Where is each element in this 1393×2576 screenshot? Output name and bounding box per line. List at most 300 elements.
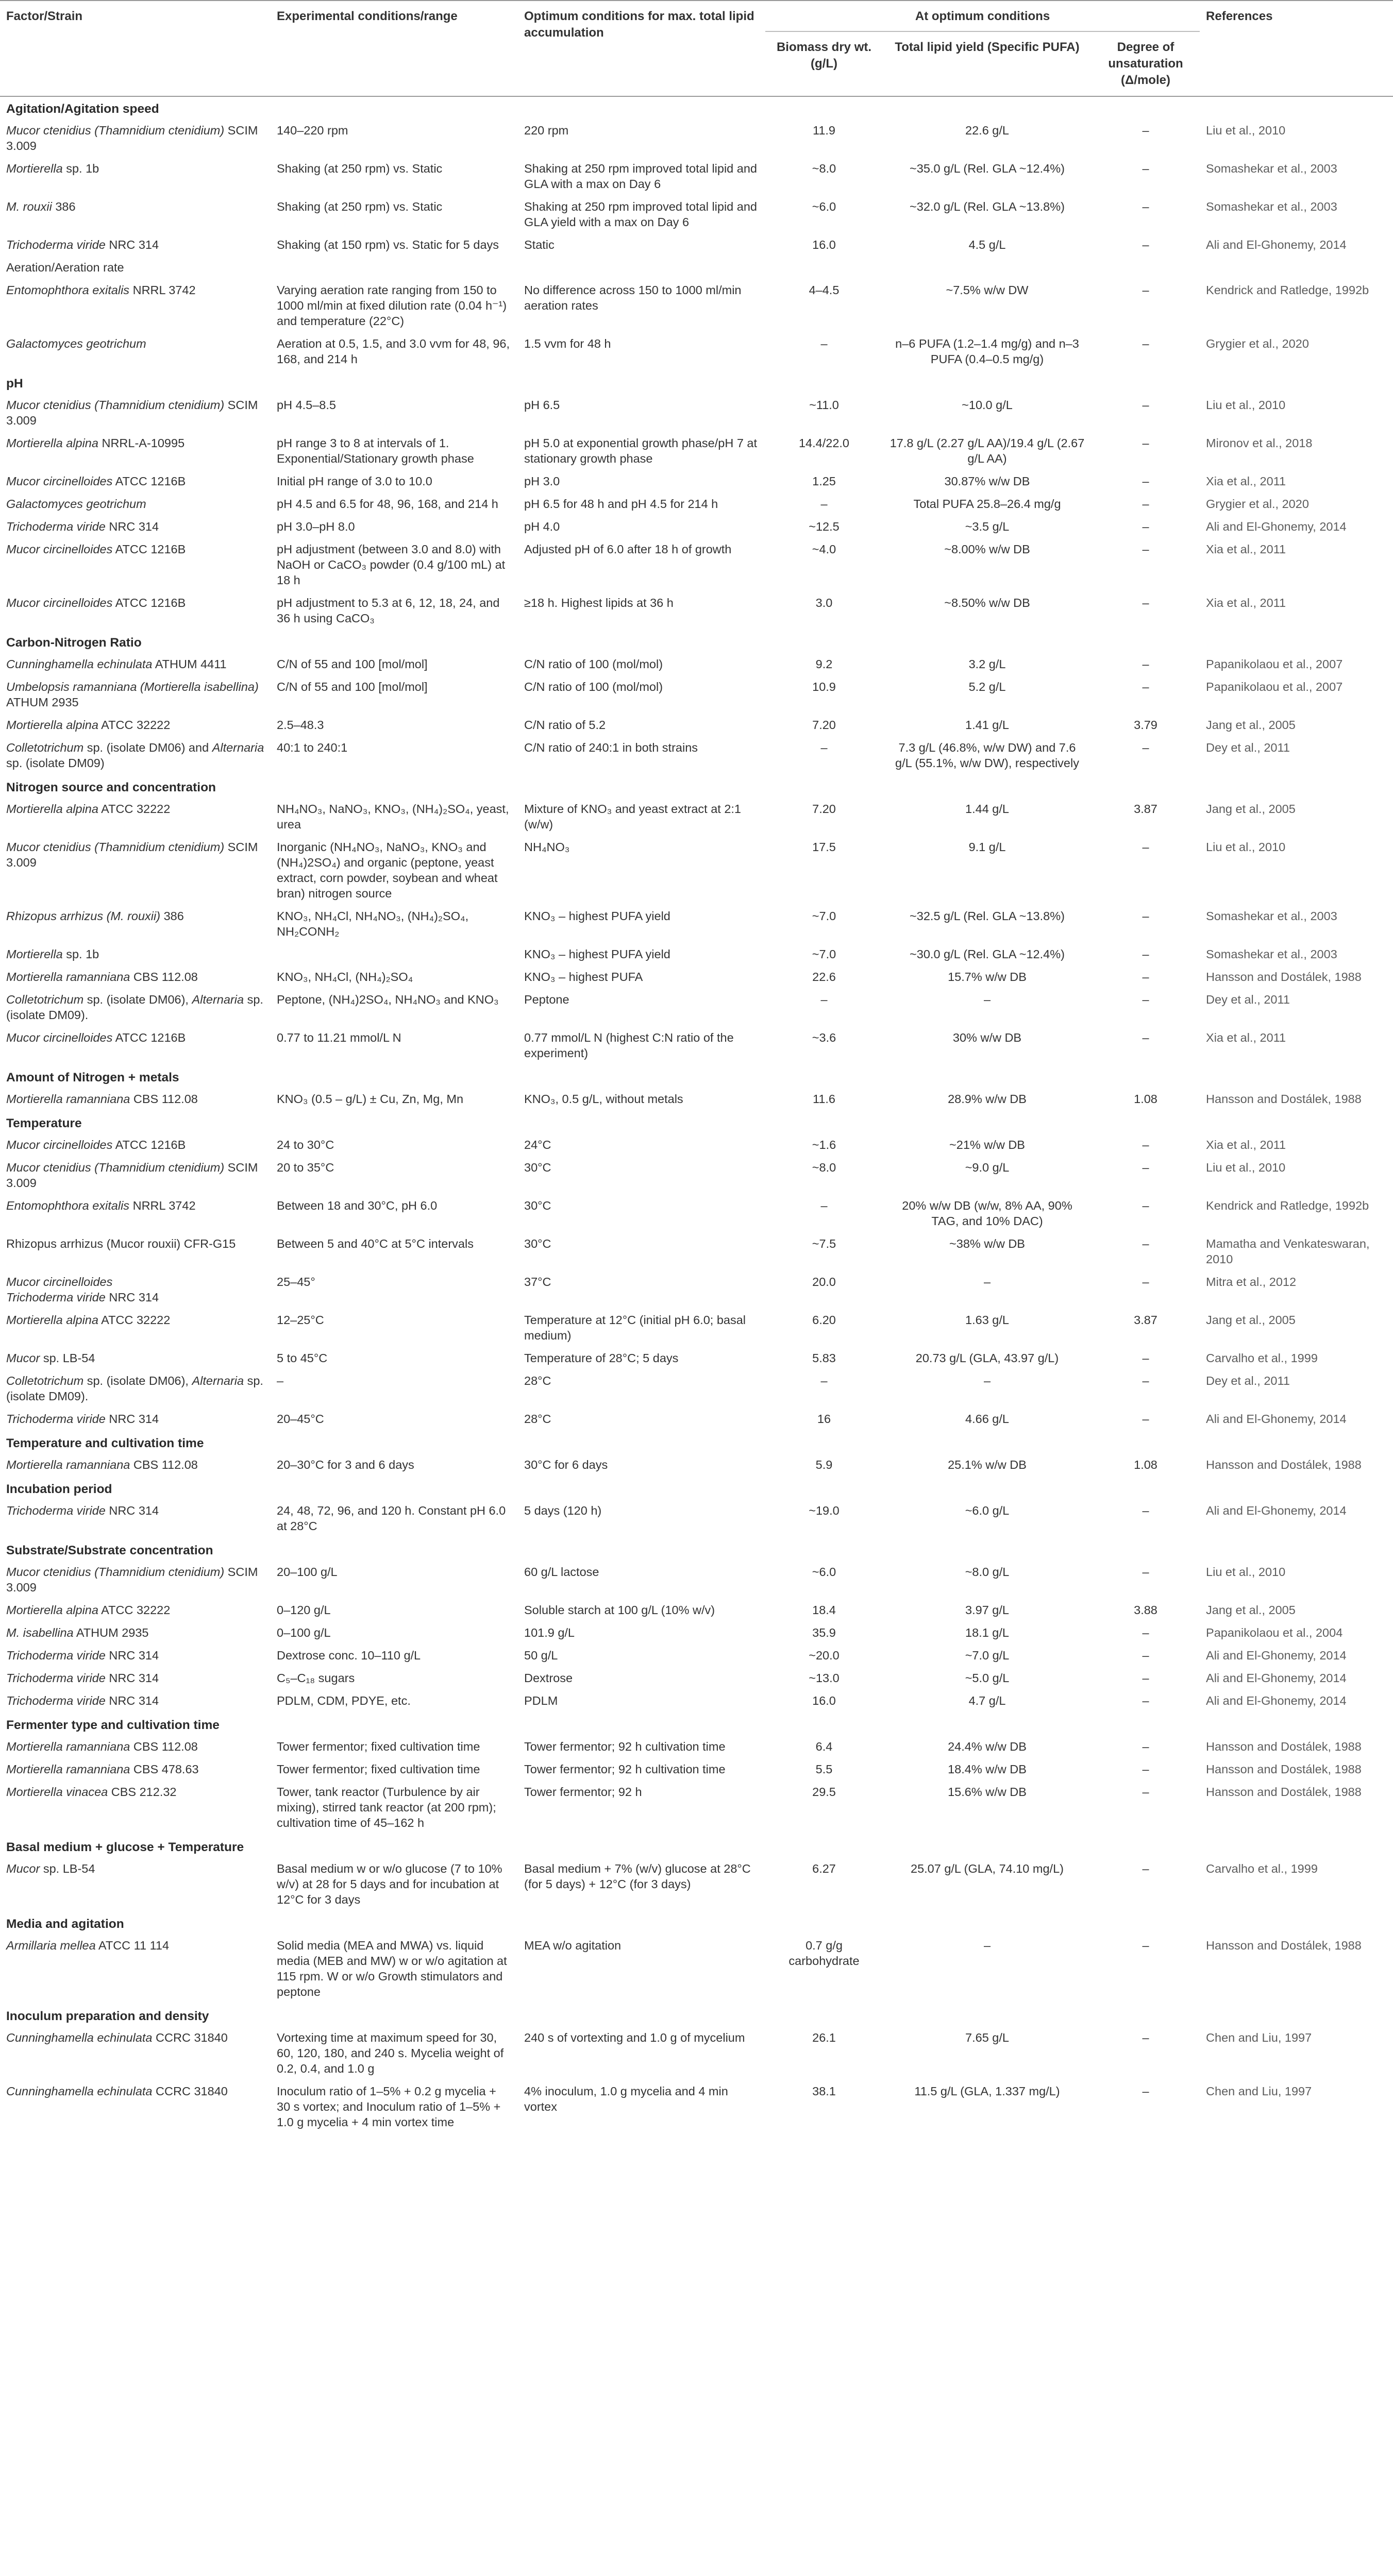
species-name: Umbelopsis ramanniana (Mortierella isabellina) (6, 680, 259, 693)
table-row (0, 837, 1393, 906)
biomass-cell: ~8.0 (812, 162, 836, 175)
table-row (0, 989, 1393, 1027)
strain-cell (0, 1089, 271, 1111)
strain-id: sp. 1b (62, 947, 99, 961)
species-name: Mucor circinelloides (6, 1031, 113, 1044)
lipid-yield-cell: 20% w/w DB (w/w, 8% AA, 90% TAG, and 10% DAC) (902, 1199, 1072, 1228)
degree-cell: 3.87 (1134, 1313, 1157, 1327)
species-name: Entomophthora exitalis (6, 283, 130, 297)
strain-cell (0, 1310, 271, 1348)
species-name: Mortierella alpina (6, 436, 98, 450)
degree-cell: – (1142, 1199, 1149, 1212)
species-name: Colletotrichum (6, 1374, 84, 1387)
lipid-yield-cell: 4.5 g/L (968, 238, 1006, 251)
reference-cell: Hansson and Dostálek, 1988 (1206, 1458, 1362, 1471)
table-row (0, 1272, 1393, 1310)
table-row (0, 1645, 1393, 1668)
optimum-cell: pH 6.5 (524, 398, 560, 412)
species-name: Mortierella ramanniana (6, 1762, 130, 1776)
biomass-cell: 7.20 (812, 718, 836, 732)
strain-cell (0, 1348, 271, 1370)
section-row (0, 1111, 1393, 1134)
species-name: Cunninghamella echinulata (6, 657, 153, 671)
strain-id: 386 (52, 200, 76, 213)
table-row (0, 1454, 1393, 1477)
strain-cell (0, 592, 271, 631)
experimental-cell: Vortexing time at maximum speed for 30, 60, 120, 180, and 240 s. Mycelia weight of 0.2, 0.4, and 1.0 g (277, 2031, 504, 2075)
table-row (0, 944, 1393, 967)
biomass-cell: 7.20 (812, 802, 836, 816)
reference-cell: Liu et al., 2010 (1206, 124, 1286, 137)
strain-id-2: sp. (isolate DM09). (6, 1374, 263, 1403)
table-row (0, 1310, 1393, 1348)
lipid-yield-cell: 5.2 g/L (968, 680, 1006, 693)
strain-cell (0, 737, 271, 775)
reference-cell: Ali and El-Ghonemy, 2014 (1206, 238, 1347, 251)
strain-cell (0, 654, 271, 676)
reference-cell: Xia et al., 2011 (1206, 596, 1286, 609)
lipid-yield-cell: ~32.0 g/L (Rel. GLA ~13.8%) (910, 200, 1065, 213)
experimental-cell: Tower fermentor; fixed cultivation time (277, 1740, 480, 1753)
experimental-cell: – (277, 1374, 284, 1387)
experimental-cell: Varying aeration rate ranging from 150 to 1000 ml/min at fixed dilution rate (0.04 h⁻¹) and temperature (22°C) (277, 283, 507, 328)
header-experimental-conditions: Experimental conditions/range (271, 1, 518, 96)
biomass-cell: ~12.5 (809, 520, 840, 533)
degree-cell: – (1142, 1031, 1149, 1044)
degree-cell: – (1142, 680, 1149, 693)
strain-cell (0, 1562, 271, 1600)
species-name-2: Alternaria (192, 1374, 244, 1387)
reference-cell: Jang et al., 2005 (1206, 1603, 1296, 1617)
strain-id: NRRL 3742 (129, 1199, 196, 1212)
optimum-cell: KNO₃ – highest PUFA (524, 970, 643, 984)
species-name: Mortierella alpina (6, 1603, 98, 1617)
section-heading: Substrate/Substrate concentration (6, 1544, 213, 1557)
header-degree-unsaturation: Degree of unsaturation (Δ/mole) (1092, 31, 1200, 96)
optimum-cell: 24°C (524, 1138, 551, 1151)
degree-cell: – (1142, 474, 1149, 488)
experimental-cell: C/N of 55 and 100 [mol/mol] (277, 657, 428, 671)
reference-cell: Somashekar et al., 2003 (1206, 200, 1337, 213)
strain-id: sp. LB-54 (40, 1351, 95, 1365)
reference-cell: Papanikolaou et al., 2007 (1206, 680, 1343, 693)
biomass-cell: 17.5 (812, 840, 836, 854)
lipid-yield-cell: 28.9% w/w DB (948, 1092, 1027, 1106)
optimum-cell: C/N ratio of 240:1 in both strains (524, 741, 698, 754)
reference-cell: Hansson and Dostálek, 1988 (1206, 1939, 1362, 1952)
degree-cell: – (1142, 1862, 1149, 1875)
biomass-cell: 3.0 (815, 596, 833, 609)
optimum-cell: Temperature of 28°C; 5 days (524, 1351, 679, 1365)
optimum-cell: Basal medium + 7% (w/v) glucose at 28°C (for 5 days) + 12°C (for 3 days) (524, 1862, 751, 1891)
species-name: Mucor ctenidius (Thamnidium ctenidium) (6, 1565, 225, 1579)
experimental-cell: pH 3.0–pH 8.0 (277, 520, 355, 533)
strain-id: ATCC 1216B (112, 474, 186, 488)
strain-cell (0, 1272, 271, 1310)
optimum-cell: Dextrose (524, 1671, 573, 1685)
experimental-cell: Aeration at 0.5, 1.5, and 3.0 vvm for 48, 96, 168, and 214 h (277, 337, 510, 366)
degree-cell: – (1142, 1694, 1149, 1707)
strain-cell (0, 280, 271, 333)
optimum-cell: pH 3.0 (524, 474, 560, 488)
strain-cell (0, 1233, 271, 1272)
strain-id: sp. (isolate DM06) and (83, 741, 212, 754)
optimum-cell: 30°C (524, 1161, 551, 1174)
lipid-yield-cell: 15.7% w/w DB (948, 970, 1027, 984)
strain-id: SCIM 3.009 (6, 840, 258, 869)
reference-cell: Kendrick and Ratledge, 1992b (1206, 1199, 1369, 1212)
degree-cell: – (1142, 337, 1149, 350)
lipid-yield-cell: 9.1 g/L (968, 840, 1006, 854)
degree-cell: – (1142, 1138, 1149, 1151)
reference-cell: Grygier et al., 2020 (1206, 497, 1309, 511)
reference-cell: Hansson and Dostálek, 1988 (1206, 1092, 1362, 1106)
lipid-yield-cell: ~5.0 g/L (965, 1671, 1010, 1685)
lipid-yield-cell: ~3.5 g/L (965, 520, 1010, 533)
table-row (0, 1600, 1393, 1622)
optimum-cell: Shaking at 250 rpm improved total lipid and GLA with a max on Day 6 (524, 162, 757, 191)
degree-cell: – (1142, 947, 1149, 961)
lipid-yield-cell: 24.4% w/w DB (948, 1740, 1027, 1753)
section-row (0, 1477, 1393, 1500)
degree-cell: – (1142, 436, 1149, 450)
strain-cell (0, 715, 271, 737)
species-name: Trichoderma viride (6, 520, 106, 533)
biomass-cell: – (820, 993, 828, 1006)
strain-id: CBS 112.08 (130, 970, 198, 984)
reference-cell: Mironov et al., 2018 (1206, 436, 1313, 450)
experimental-cell: C₅–C₁₈ sugars (277, 1671, 355, 1685)
strain-id: sp. LB-54 (40, 1862, 95, 1875)
lipid-yield-cell: ~32.5 g/L (Rel. GLA ~13.8%) (910, 909, 1065, 923)
reference-cell: Dey et al., 2011 (1206, 1374, 1290, 1387)
lipid-yield-cell: 25.1% w/w DB (948, 1458, 1027, 1471)
section-row (0, 1065, 1393, 1089)
strain-id: NRC 314 (105, 238, 159, 251)
section-heading: Amount of Nitrogen + metals (6, 1071, 179, 1084)
reference-cell: Jang et al., 2005 (1206, 1313, 1296, 1327)
degree-cell: – (1142, 970, 1149, 984)
strain-id: 386 (160, 909, 184, 923)
optimum-cell: KNO₃ – highest PUFA yield (524, 947, 670, 961)
lipid-yield-cell: 7.3 g/L (46.8%, w/w DW) and 7.6 g/L (55.1%, w/w DW), respectively (895, 741, 1079, 770)
strain-cell (0, 120, 271, 158)
lipid-yield-cell: ~10.0 g/L (962, 398, 1013, 412)
experimental-cell: Tower fermentor; fixed cultivation time (277, 1762, 480, 1776)
table-row (0, 516, 1393, 539)
experimental-cell: 0.77 to 11.21 mmol/L N (277, 1031, 401, 1044)
biomass-cell: 16.0 (812, 238, 836, 251)
reference-cell: Somashekar et al., 2003 (1206, 162, 1337, 175)
degree-cell: – (1142, 2031, 1149, 2044)
species-name: Mortierella ramanniana (6, 970, 130, 984)
biomass-cell: ~13.0 (809, 1671, 840, 1685)
species-name: Trichoderma viride (6, 1694, 106, 1707)
section-row (0, 371, 1393, 395)
table-header (0, 1, 1393, 96)
species-name: Mortierella (6, 947, 63, 961)
strain-cell (0, 1858, 271, 1912)
reference-cell: Xia et al., 2011 (1206, 1031, 1286, 1044)
lipid-yield-cell: 30% w/w DB (952, 1031, 1022, 1044)
experimental-cell: Solid media (MEA and MWA) vs. liquid media (MEB and MW) w or w/o agitation at 115 rpm. W or w/o Growth stimulators and peptone (277, 1939, 507, 1998)
strain-cell (0, 1668, 271, 1690)
optimum-cell: 101.9 g/L (524, 1626, 575, 1639)
species-name: Trichoderma viride (6, 238, 106, 251)
strain-id: NRRL-A-10995 (98, 436, 185, 450)
reference-cell: Liu et al., 2010 (1206, 1565, 1286, 1579)
species-name: Mucor (6, 1862, 40, 1875)
table-row (0, 1157, 1393, 1195)
experimental-cell: pH range 3 to 8 at intervals of 1. Exponential/Stationary growth phase (277, 436, 474, 465)
section-row (0, 1713, 1393, 1736)
strain-cell (0, 799, 271, 837)
species-name: Rhizopus arrhizus (M. rouxii) (6, 909, 161, 923)
section-heading: Carbon-Nitrogen Ratio (6, 636, 142, 650)
experimental-cell: NH₄NO₃, NaNO₃, KNO₃, (NH₄)₂SO₄, yeast, urea (277, 802, 509, 831)
subsection-row (0, 257, 1393, 280)
experimental-cell: Inorganic (NH₄NO₃, NaNO₃, KNO₃ and (NH₄)2SO₄) and organic (peptone, yeast extract, corn powder, soybean and wheat bran) nitrogen source (277, 840, 498, 900)
table-row (0, 1348, 1393, 1370)
biomass-cell: 5.83 (812, 1351, 836, 1365)
biomass-cell: ~19.0 (809, 1504, 840, 1517)
biomass-cell: 9.2 (815, 657, 833, 671)
table-row (0, 333, 1393, 371)
biomass-cell: 11.9 (813, 124, 835, 137)
strain-cell (0, 1759, 271, 1782)
reference-cell: Liu et al., 2010 (1206, 1161, 1286, 1174)
degree-cell: – (1142, 1649, 1149, 1662)
strain-id: ATHUM 2935 (6, 696, 79, 709)
strain-cell (0, 471, 271, 494)
optimum-cell: Peptone (524, 993, 569, 1006)
table-row (0, 1935, 1393, 2004)
strain-cell (0, 837, 271, 906)
experimental-cell: Initial pH range of 3.0 to 10.0 (277, 474, 432, 488)
table-row (0, 234, 1393, 257)
optimum-cell: Static (524, 238, 555, 251)
experimental-cell: pH adjustment to 5.3 at 6, 12, 18, 24, and 36 h using CaCO₃ (277, 596, 500, 625)
biomass-cell: ~6.0 (812, 200, 836, 213)
strain-id: NRC 314 (105, 1694, 159, 1707)
experimental-cell: 20–30°C for 3 and 6 days (277, 1458, 414, 1471)
strain-id-2: NRC 314 (105, 1291, 159, 1304)
biomass-cell: 6.20 (812, 1313, 836, 1327)
optimum-cell: KNO₃ – highest PUFA yield (524, 909, 670, 923)
section-heading: Inoculum preparation and density (6, 2009, 209, 2023)
experimental-cell: 12–25°C (277, 1313, 324, 1327)
table-row (0, 1027, 1393, 1065)
strain-id: ATHUM 2935 (73, 1626, 149, 1639)
optimum-cell: pH 5.0 at exponential growth phase/pH 7 at stationary growth phase (524, 436, 758, 465)
lipid-yield-cell: 18.4% w/w DB (948, 1762, 1027, 1776)
species-name: Mucor (6, 1351, 40, 1365)
experimental-cell: 2.5–48.3 (277, 718, 324, 732)
table-row (0, 539, 1393, 592)
species-name: Trichoderma viride (6, 1671, 106, 1685)
table-row (0, 1134, 1393, 1157)
optimum-cell: Mixture of KNO₃ and yeast extract at 2:1 (w/w) (524, 802, 742, 831)
table-row (0, 1409, 1393, 1431)
degree-cell: – (1142, 520, 1149, 533)
experimental-cell: Basal medium w or w/o glucose (7 to 10% w/v) at 28 for 5 days and for incubation at 12°C for 3 days (277, 1862, 502, 1906)
header-optimum-conditions: Optimum conditions for max. total lipid accumulation (518, 1, 765, 96)
reference-cell: Hansson and Dostálek, 1988 (1206, 1762, 1362, 1776)
species-name: Trichoderma viride (6, 1412, 106, 1426)
degree-cell: 3.88 (1134, 1603, 1157, 1617)
degree-cell: – (1142, 1504, 1149, 1517)
strain-cell (0, 1782, 271, 1835)
experimental-cell: 20–45°C (277, 1412, 324, 1426)
experimental-cell: pH 4.5–8.5 (277, 398, 336, 412)
species-name: Trichoderma viride (6, 1504, 106, 1517)
lipid-yield-cell: – (983, 1374, 991, 1387)
species-name: Mortierella (6, 162, 63, 175)
reference-cell: Ali and El-Ghonemy, 2014 (1206, 520, 1347, 533)
degree-cell: – (1142, 1740, 1149, 1753)
reference-cell: Dey et al., 2011 (1206, 741, 1290, 754)
table-row (0, 906, 1393, 944)
degree-cell: – (1142, 1161, 1149, 1174)
experimental-cell: Dextrose conc. 10–110 g/L (277, 1649, 421, 1662)
lipid-yield-cell: ~6.0 g/L (965, 1504, 1010, 1517)
strain-id: CBS 112.08 (130, 1092, 198, 1106)
table-row (0, 1562, 1393, 1600)
optimum-cell: 0.77 mmol/L N (highest C:N ratio of the experiment) (524, 1031, 734, 1060)
species-name: Mucor ctenidius (Thamnidium ctenidium) (6, 1161, 225, 1174)
section-row (0, 1538, 1393, 1562)
header-factor-strain: Factor/Strain (0, 1, 271, 96)
strain-cell (0, 395, 271, 433)
reference-cell: Papanikolaou et al., 2004 (1206, 1626, 1343, 1639)
strain-cell (0, 906, 271, 944)
optimum-cell: C/N ratio of 100 (mol/mol) (524, 680, 663, 693)
experimental-cell: C/N of 55 and 100 [mol/mol] (277, 680, 428, 693)
optimum-cell: 4% inoculum, 1.0 g mycelia and 4 min vortex (524, 2084, 728, 2113)
species-name: Mucor ctenidius (Thamnidium ctenidium) (6, 398, 225, 412)
strain-id: ATCC 1216B (112, 543, 186, 556)
optimum-cell: 28°C (524, 1412, 551, 1426)
strain-id: CCRC 31840 (152, 2084, 228, 2098)
optimum-cell: No difference across 150 to 1000 ml/min aeration rates (524, 283, 742, 312)
strain-cell (0, 1690, 271, 1713)
reference-cell: Hansson and Dostálek, 1988 (1206, 1740, 1362, 1753)
lipid-yield-cell: ~7.5% w/w DW (946, 283, 1029, 297)
section-heading: Temperature and cultivation time (6, 1436, 204, 1450)
table-row (0, 676, 1393, 715)
biomass-cell: – (820, 1374, 828, 1387)
table-row (0, 967, 1393, 989)
table-row (0, 1668, 1393, 1690)
table-row (0, 471, 1393, 494)
reference-cell: Xia et al., 2011 (1206, 474, 1286, 488)
optimum-cell: Soluble starch at 100 g/L (10% w/v) (524, 1603, 715, 1617)
lipid-yield-cell: ~8.0 g/L (965, 1565, 1010, 1579)
optimum-cell: 1.5 vvm for 48 h (524, 337, 611, 350)
lipid-yield-cell: 7.65 g/L (965, 2031, 1009, 2044)
lipid-yield-cell: 18.1 g/L (965, 1626, 1009, 1639)
biomass-cell: 16.0 (812, 1694, 836, 1707)
experimental-cell: PDLM, CDM, PDYE, etc. (277, 1694, 411, 1707)
section-row (0, 1431, 1393, 1454)
strain-cell (0, 1370, 271, 1409)
experimental-cell: 0–120 g/L (277, 1603, 331, 1617)
header-at-optimum-conditions: At optimum conditions (765, 1, 1200, 31)
reference-cell: Xia et al., 2011 (1206, 543, 1286, 556)
experimental-cell: KNO₃, NH₄Cl, (NH₄)₂SO₄ (277, 970, 413, 984)
table-row (0, 196, 1393, 234)
lipid-yield-cell: ~21% w/w DB (949, 1138, 1025, 1151)
optimum-cell: 30°C (524, 1237, 551, 1250)
strain-cell (0, 967, 271, 989)
lipid-yield-cell: 22.6 g/L (965, 124, 1009, 137)
experimental-cell: 0–100 g/L (277, 1626, 331, 1639)
degree-cell: 1.08 (1134, 1458, 1157, 1471)
experimental-cell: 25–45° (277, 1275, 315, 1289)
degree-cell: – (1142, 398, 1149, 412)
degree-cell: – (1142, 1351, 1149, 1365)
strain-id: ATCC 32222 (98, 1603, 171, 1617)
optimum-cell: 60 g/L lactose (524, 1565, 599, 1579)
biomass-cell: 1.25 (812, 474, 836, 488)
lipid-yield-cell: 4.66 g/L (965, 1412, 1009, 1426)
strain-cell (0, 1622, 271, 1645)
strain-id: ATCC 1216B (112, 1138, 186, 1151)
lipid-yield-cell: ~30.0 g/L (Rel. GLA ~12.4%) (910, 947, 1065, 961)
optimum-cell: C/N ratio of 5.2 (524, 718, 606, 732)
species-name: M. isabellina (6, 1626, 74, 1639)
species-name: Mortierella alpina (6, 802, 98, 816)
section-row (0, 775, 1393, 799)
reference-cell: Dey et al., 2011 (1206, 993, 1290, 1006)
experimental-cell: Between 18 and 30°C, pH 6.0 (277, 1199, 438, 1212)
strain-id: ATCC 1216B (112, 596, 186, 609)
biomass-cell: 6.27 (812, 1862, 836, 1875)
strain-id: SCIM 3.009 (6, 124, 258, 152)
degree-cell: – (1142, 909, 1149, 923)
strain-id: ATCC 32222 (98, 718, 171, 732)
strain-cell (0, 333, 271, 371)
biomass-cell: ~1.6 (812, 1138, 836, 1151)
section-row (0, 1835, 1393, 1858)
section-heading: Incubation period (6, 1482, 112, 1496)
experimental-cell: Peptone, (NH₄)2SO₄, NH₄NO₃ and KNO₃ (277, 993, 499, 1006)
section-heading: Nitrogen source and concentration (6, 781, 216, 794)
species-name: Colletotrichum (6, 993, 84, 1006)
species-name: Mucor circinelloides (6, 1275, 113, 1289)
optimum-cell: Temperature at 12°C (initial pH 6.0; basal medium) (524, 1313, 746, 1342)
section-heading: pH (6, 377, 23, 391)
degree-cell: – (1142, 1374, 1149, 1387)
lipid-yield-cell: 25.07 g/L (GLA, 74.10 mg/L) (911, 1862, 1064, 1875)
degree-cell: – (1142, 596, 1149, 609)
lipid-yield-cell: 11.5 g/L (GLA, 1.337 mg/L) (914, 2084, 1060, 2098)
biomass-cell: 26.1 (812, 2031, 836, 2044)
strain-id: NRC 314 (105, 1504, 159, 1517)
table-row (0, 1782, 1393, 1835)
strain-cell (0, 196, 271, 234)
degree-cell: – (1142, 840, 1149, 854)
degree-cell: – (1142, 497, 1149, 511)
biomass-cell: 5.9 (815, 1458, 833, 1471)
degree-cell: – (1142, 1785, 1149, 1799)
experimental-cell: 24 to 30°C (277, 1138, 334, 1151)
degree-cell: 3.87 (1134, 802, 1157, 816)
experimental-cell: Between 5 and 40°C at 5°C intervals (277, 1237, 474, 1250)
strain-id-2: sp. (isolate DM09) (6, 756, 105, 770)
strain-cell (0, 1500, 271, 1538)
biomass-cell: 29.5 (812, 1785, 836, 1799)
